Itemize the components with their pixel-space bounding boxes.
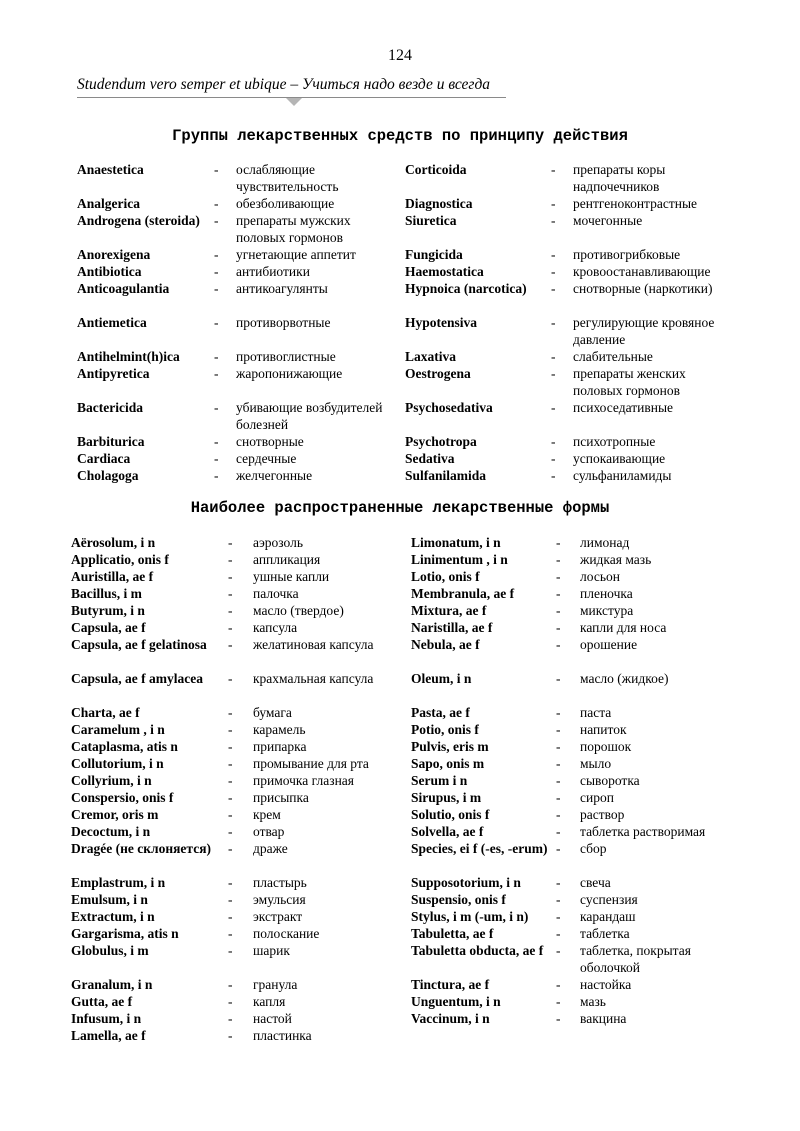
entry-meaning: препараты коры надпочечников <box>573 162 666 194</box>
entry-term: Pasta, ae f <box>411 705 470 720</box>
entry-meaning: отвар <box>253 824 285 839</box>
entry-dash: - <box>551 213 556 228</box>
entry-dash: - <box>228 756 233 771</box>
entry-dash: - <box>228 552 233 567</box>
entry-meaning: психотропные <box>573 434 656 449</box>
entry-meaning: сыворотка <box>580 773 640 788</box>
entry-term: Caramelum , i n <box>71 722 165 737</box>
entry-term: Limonatum, i n <box>411 535 501 550</box>
entry-term: Mixtura, ae f <box>411 603 487 618</box>
entry-term: Antihelmint(h)ica <box>77 349 180 364</box>
entry-dash: - <box>556 603 561 618</box>
entry-dash: - <box>556 841 561 856</box>
entry-dash: - <box>556 1011 561 1026</box>
entry-term: Cholagoga <box>77 468 139 483</box>
entry-meaning: настойка <box>580 977 632 992</box>
entry-dash: - <box>214 162 219 177</box>
entry-dash: - <box>556 892 561 907</box>
entry-meaning: таблетка растворимая <box>580 824 706 839</box>
entry-term: Gutta, ae f <box>71 994 133 1009</box>
entry-term: Lotio, onis f <box>411 569 480 584</box>
entry-dash: - <box>228 535 233 550</box>
entry-dash: - <box>228 1011 233 1026</box>
entry-meaning: пластырь <box>253 875 307 890</box>
entry-meaning: присыпка <box>253 790 309 805</box>
entry-term: Unguentum, i n <box>411 994 501 1009</box>
entry-term: Globulus, i m <box>71 943 149 958</box>
entry-meaning: гранула <box>253 977 298 992</box>
entry-term: Linimentum , i n <box>411 552 508 567</box>
entry-dash: - <box>556 943 561 958</box>
entry-term: Anaestetica <box>77 162 144 177</box>
entry-dash: - <box>228 603 233 618</box>
entry-dash: - <box>556 535 561 550</box>
entry-term: Cardiaca <box>77 451 131 466</box>
entry-meaning: шарик <box>253 943 290 958</box>
entry-dash: - <box>228 722 233 737</box>
entry-dash: - <box>228 841 233 856</box>
entry-meaning: масло (жидкое) <box>580 671 669 686</box>
entry-dash: - <box>228 705 233 720</box>
entry-term: Analgerica <box>77 196 140 211</box>
entry-term: Capsula, ae f gelatinosa <box>71 637 207 652</box>
entry-dash: - <box>214 434 219 449</box>
entry-dash: - <box>228 977 233 992</box>
entry-term: Hypnoica (narcotica) <box>405 281 527 296</box>
entry-term: Collutorium, i n <box>71 756 164 771</box>
entry-term: Serum i n <box>411 773 468 788</box>
entry-dash: - <box>556 586 561 601</box>
entry-dash: - <box>214 264 219 279</box>
entry-term: Cataplasma, atis n <box>71 739 178 754</box>
entry-term: Gargarisma, atis n <box>71 926 179 941</box>
entry-term: Bactericida <box>77 400 143 415</box>
entry-dash: - <box>214 468 219 483</box>
entry-dash: - <box>551 451 556 466</box>
entry-term: Solutio, onis f <box>411 807 490 822</box>
entry-dash: - <box>214 349 219 364</box>
entry-dash: - <box>556 926 561 941</box>
entry-term: Extractum, i n <box>71 909 155 924</box>
entry-meaning: вакцина <box>580 1011 627 1026</box>
entry-dash: - <box>228 909 233 924</box>
entry-dash: - <box>214 400 219 415</box>
entry-meaning: сироп <box>580 790 614 805</box>
entry-dash: - <box>228 807 233 822</box>
entry-term: Psychotropa <box>405 434 477 449</box>
entry-meaning: крем <box>253 807 281 822</box>
entry-dash: - <box>551 434 556 449</box>
entry-meaning: крахмальная капсула <box>253 671 374 686</box>
entry-meaning: свеча <box>580 875 611 890</box>
entry-dash: - <box>556 790 561 805</box>
entry-meaning: таблетка, покрытая оболочкой <box>580 943 691 975</box>
entry-dash: - <box>551 162 556 177</box>
entry-term: Nebula, ae f <box>411 637 480 652</box>
entry-dash: - <box>214 366 219 381</box>
entry-dash: - <box>228 790 233 805</box>
entry-meaning: убивающие возбудителей болезней <box>236 400 383 432</box>
entry-meaning: успокаивающие <box>573 451 666 466</box>
entry-meaning: противорвотные <box>236 315 331 330</box>
entry-meaning: сердечные <box>236 451 297 466</box>
entry-meaning: рентгеноконтрастные <box>573 196 698 211</box>
entry-term: Tabuletta, ae f <box>411 926 494 941</box>
entry-meaning: ушные капли <box>253 569 330 584</box>
entry-term: Corticoida <box>405 162 467 177</box>
entry-meaning: карамель <box>253 722 306 737</box>
entry-meaning: мочегонные <box>573 213 643 228</box>
entry-meaning: жидкая мазь <box>580 552 652 567</box>
entry-dash: - <box>228 637 233 652</box>
entry-dash: - <box>556 875 561 890</box>
entry-meaning: сульфаниламиды <box>573 468 672 483</box>
entry-dash: - <box>556 620 561 635</box>
entry-meaning: противоглистные <box>236 349 336 364</box>
entry-meaning: препараты мужских половых гормонов <box>236 213 351 245</box>
entry-meaning: антибиотики <box>236 264 310 279</box>
entry-dash: - <box>228 586 233 601</box>
entry-meaning: противогрибковые <box>573 247 681 262</box>
entry-term: Lamella, ae f <box>71 1028 146 1043</box>
entry-dash: - <box>214 451 219 466</box>
entry-term: Suspensio, onis f <box>411 892 506 907</box>
entry-meaning: таблетка <box>580 926 630 941</box>
entry-dash: - <box>551 196 556 211</box>
entry-meaning: микстура <box>580 603 634 618</box>
entry-term: Emplastrum, i n <box>71 875 166 890</box>
entry-meaning: эмульсия <box>253 892 306 907</box>
entry-meaning: бумага <box>253 705 292 720</box>
entry-term: Oestrogena <box>405 366 471 381</box>
entry-term: Pulvis, eris m <box>411 739 489 754</box>
entry-meaning: раствор <box>580 807 625 822</box>
entry-dash: - <box>556 977 561 992</box>
entry-meaning: желатиновая капсула <box>253 637 374 652</box>
entry-meaning: антикоагулянты <box>236 281 328 296</box>
entry-term: Collyrium, i n <box>71 773 152 788</box>
entry-meaning: напиток <box>580 722 627 737</box>
entry-dash: - <box>556 909 561 924</box>
entry-meaning: настой <box>253 1011 292 1026</box>
entry-dash: - <box>214 315 219 330</box>
entry-meaning: припарка <box>253 739 307 754</box>
entry-dash: - <box>551 349 556 364</box>
entry-term: Membranula, ae f <box>411 586 515 601</box>
entry-meaning: масло (твердое) <box>253 603 344 618</box>
entry-term: Granalum, i n <box>71 977 153 992</box>
entry-meaning: ослабляющие чувствительность <box>236 162 339 194</box>
section-title-drug-groups: Группы лекарственных средств по принципу действия <box>172 127 628 145</box>
entry-meaning: аэрозоль <box>253 535 304 550</box>
entry-term: Sapo, onis m <box>411 756 485 771</box>
entry-term: Potio, onis f <box>411 722 479 737</box>
entry-term: Emulsum, i n <box>71 892 148 907</box>
entry-dash: - <box>551 264 556 279</box>
entry-dash: - <box>228 671 233 686</box>
entry-dash: - <box>228 1028 233 1043</box>
entry-term: Anorexigena <box>77 247 151 262</box>
entry-meaning: промывание для рта <box>253 756 369 771</box>
entry-dash: - <box>214 213 219 228</box>
entry-term: Barbiturica <box>77 434 145 449</box>
entry-meaning: капли для носа <box>580 620 667 635</box>
entry-meaning: обезболивающие <box>236 196 335 211</box>
page-number: 124 <box>388 47 412 64</box>
entry-meaning: мазь <box>580 994 606 1009</box>
entry-dash: - <box>556 739 561 754</box>
entry-term: Laxativa <box>405 349 457 364</box>
section-title-dosage-forms: Наиболее распространенные лекарственные формы <box>190 499 610 517</box>
header-pointer-icon <box>286 98 302 106</box>
entry-meaning: лосьон <box>580 569 620 584</box>
entry-meaning: аппликация <box>253 552 321 567</box>
entry-term: Siuretica <box>405 213 457 228</box>
entry-term: Fungicida <box>405 247 463 262</box>
entry-meaning: палочка <box>253 586 299 601</box>
entry-meaning: угнетающие аппетит <box>236 247 356 262</box>
entry-meaning: порошок <box>580 739 632 754</box>
entry-dash: - <box>551 366 556 381</box>
entry-dash: - <box>228 875 233 890</box>
entry-dash: - <box>556 671 561 686</box>
entry-meaning: снотворные (наркотики) <box>573 281 713 296</box>
entry-dash: - <box>228 994 233 1009</box>
entry-meaning: препараты женских половых гормонов <box>573 366 686 398</box>
entry-term: Androgena (steroida) <box>77 213 200 228</box>
entry-dash: - <box>228 620 233 635</box>
entry-term: Bacillus, i m <box>71 586 142 601</box>
entry-dash: - <box>556 994 561 1009</box>
entry-meaning: капля <box>253 994 286 1009</box>
entry-dash: - <box>556 773 561 788</box>
entry-dash: - <box>556 824 561 839</box>
entry-dash: - <box>556 756 561 771</box>
entry-term: Species, ei f (-es, -erum) <box>411 841 548 856</box>
entry-dash: - <box>556 637 561 652</box>
entry-dash: - <box>228 739 233 754</box>
entry-meaning: сбор <box>580 841 607 856</box>
entry-term: Capsula, ae f amylacea <box>71 671 203 686</box>
entry-meaning: психоседативные <box>573 400 674 415</box>
entry-term: Naristilla, ae f <box>411 620 493 635</box>
entry-term: Infusum, i n <box>71 1011 142 1026</box>
entry-term: Oleum, i n <box>411 671 472 686</box>
entry-term: Anticoagulantia <box>77 281 170 296</box>
entry-term: Conspersio, onis f <box>71 790 174 805</box>
entry-dash: - <box>556 552 561 567</box>
entry-dash: - <box>228 892 233 907</box>
entry-term: Antipyretica <box>77 366 150 381</box>
entry-dash: - <box>228 773 233 788</box>
entry-meaning: паста <box>580 705 612 720</box>
entry-meaning: примочка глазная <box>253 773 354 788</box>
entry-term: Tinctura, ae f <box>411 977 490 992</box>
entry-meaning: драже <box>253 841 288 856</box>
entry-dash: - <box>556 705 561 720</box>
entry-dash: - <box>214 281 219 296</box>
entry-term: Butyrum, i n <box>71 603 145 618</box>
entry-meaning: снотворные <box>236 434 304 449</box>
entry-meaning: капсула <box>253 620 298 635</box>
entry-term: Stylus, i m (-um, i n) <box>411 909 529 924</box>
entry-term: Cremor, oris m <box>71 807 159 822</box>
entry-term: Psychosedativa <box>405 400 493 415</box>
entry-dash: - <box>214 247 219 262</box>
entry-term: Aёrosolum, i n <box>71 535 156 550</box>
entry-meaning: пластинка <box>253 1028 312 1043</box>
entry-term: Charta, ae f <box>71 705 140 720</box>
entry-dash: - <box>556 569 561 584</box>
entry-meaning: суспензия <box>580 892 638 907</box>
entry-meaning: желчегонные <box>236 468 313 483</box>
entry-dash: - <box>228 569 233 584</box>
entry-term: Supposotorium, i n <box>411 875 521 890</box>
entry-dash: - <box>551 281 556 296</box>
entry-term: Applicatio, onis f <box>71 552 169 567</box>
entry-term: Haemostatica <box>405 264 484 279</box>
entry-term: Antiemetica <box>77 315 147 330</box>
entry-dash: - <box>228 943 233 958</box>
entry-dash: - <box>556 807 561 822</box>
entry-term: Antibiotica <box>77 264 142 279</box>
entry-term: Sirupus, i m <box>411 790 482 805</box>
entry-term: Capsula, ae f <box>71 620 146 635</box>
running-header: Studendum vero semper et ubique – Учиться надо везде и всегда <box>77 76 491 93</box>
entry-term: Sulfanilamida <box>405 468 487 483</box>
entry-term: Solvella, ae f <box>411 824 484 839</box>
entry-meaning: жаропонижающие <box>236 366 343 381</box>
entry-dash: - <box>551 400 556 415</box>
entry-term: Decoctum, i n <box>71 824 151 839</box>
entry-term: Dragée (не склоняется) <box>71 841 211 856</box>
entry-term: Vaccinum, i n <box>411 1011 490 1026</box>
entry-meaning: лимонад <box>580 535 630 550</box>
entry-term: Auristilla, ae f <box>71 569 154 584</box>
entry-meaning: слабительные <box>573 349 653 364</box>
entry-meaning: кровоостанавливающие <box>573 264 711 279</box>
entry-dash: - <box>228 824 233 839</box>
entry-meaning: полоскание <box>253 926 320 941</box>
entry-term: Diagnostica <box>405 196 473 211</box>
entry-meaning: экстракт <box>253 909 303 924</box>
entry-meaning: мыло <box>580 756 612 771</box>
entry-term: Hypotensiva <box>405 315 478 330</box>
entry-dash: - <box>551 247 556 262</box>
entry-term: Sedativa <box>405 451 455 466</box>
entry-dash: - <box>551 315 556 330</box>
entry-dash: - <box>228 926 233 941</box>
entry-dash: - <box>214 196 219 211</box>
entry-term: Tabuletta obducta, ae f <box>411 943 544 958</box>
entry-meaning: карандаш <box>580 909 636 924</box>
entry-meaning: пленочка <box>580 586 633 601</box>
entry-meaning: орошение <box>580 637 638 652</box>
entry-meaning: регулирующие кровяное давление <box>573 315 715 347</box>
entry-dash: - <box>551 468 556 483</box>
entry-dash: - <box>556 722 561 737</box>
